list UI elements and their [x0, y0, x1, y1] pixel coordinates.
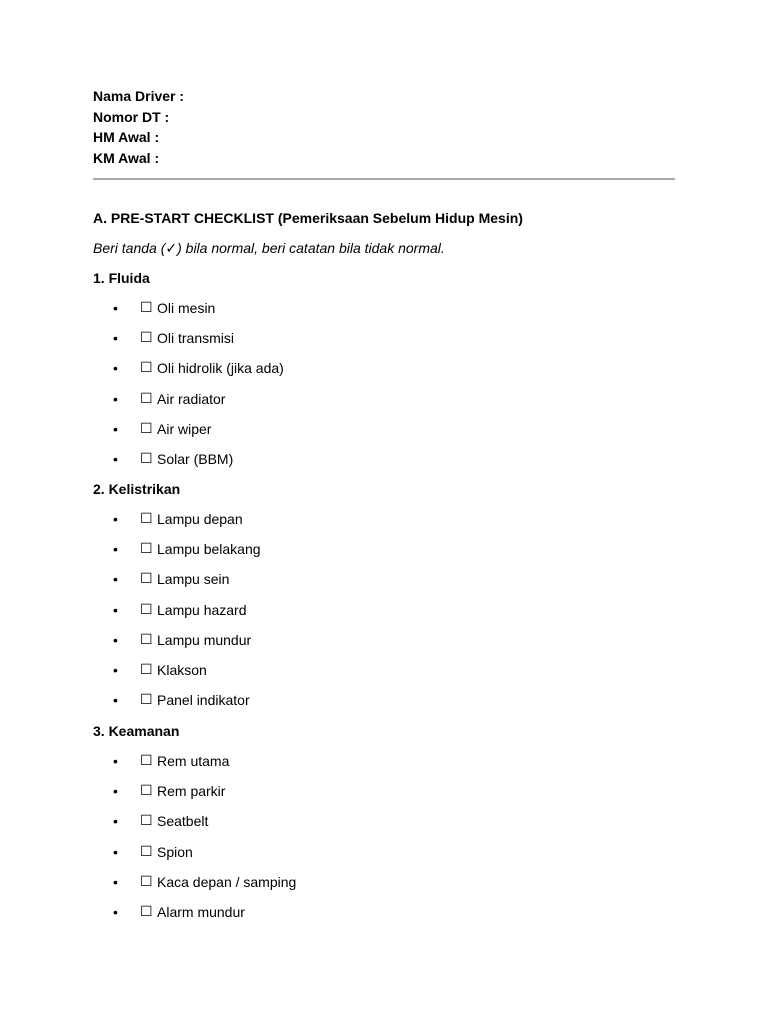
item-label: Lampu belakang: [157, 541, 261, 558]
item-label: Lampu hazard: [157, 601, 247, 618]
item-label: Rem utama: [157, 753, 230, 769]
bullet-icon: •: [113, 300, 118, 316]
nama-driver-field: Nama Driver :: [93, 88, 185, 104]
hm-awal-field: HM Awal :: [93, 129, 160, 145]
section-title: A. PRE-START CHECKLIST (Pemeriksaan Sebelum Hidup Mesin): [93, 210, 523, 226]
item-label: Air radiator: [157, 390, 226, 407]
checkbox-icon[interactable]: ☐: [140, 903, 153, 920]
bullet-icon: •: [113, 541, 118, 558]
item-label: Oli hidrolik (jika ada): [157, 360, 284, 377]
bullet-icon: •: [113, 903, 118, 920]
item-label: Oli transmisi: [157, 330, 235, 347]
checkbox-icon[interactable]: ☐: [140, 420, 153, 437]
item-label: Seatbelt: [157, 813, 209, 830]
checkbox-icon[interactable]: ☐: [140, 571, 153, 588]
bullet-icon: •: [113, 843, 118, 860]
bullet-icon: •: [113, 631, 118, 648]
bullet-icon: •: [113, 511, 118, 527]
item-label: Lampu depan: [157, 511, 243, 527]
bullet-icon: •: [113, 753, 118, 769]
checkbox-icon[interactable]: ☐: [140, 813, 153, 830]
bullet-icon: •: [113, 360, 118, 377]
bullet-icon: •: [113, 330, 118, 347]
checkbox-icon[interactable]: ☐: [140, 360, 153, 377]
checkbox-icon[interactable]: ☐: [140, 661, 153, 678]
item-label: Rem parkir: [157, 783, 226, 800]
checkbox-icon[interactable]: ☐: [140, 390, 153, 407]
horizontal-divider: [93, 178, 675, 180]
bullet-icon: •: [113, 420, 118, 437]
checkbox-icon[interactable]: ☐: [140, 843, 153, 860]
item-label: Oli mesin: [157, 300, 216, 316]
item-label: Spion: [157, 843, 193, 860]
checkbox-icon[interactable]: ☐: [140, 541, 153, 558]
bullet-icon: •: [113, 783, 118, 800]
nomor-dt-field: Nomor DT :: [93, 108, 170, 125]
item-label: Lampu sein: [157, 571, 230, 588]
item-label: Alarm mundur: [157, 903, 245, 920]
group-title-kelistrikan: 2. Kelistrikan: [93, 481, 181, 497]
item-label: Lampu mundur: [157, 631, 252, 648]
group-title-keamanan: 3. Keamanan: [93, 723, 180, 739]
checkbox-icon[interactable]: ☐: [140, 300, 153, 316]
bullet-icon: •: [113, 571, 118, 588]
group-title-fluida: 1. Fluida: [93, 270, 150, 286]
checkbox-icon[interactable]: ☐: [140, 692, 153, 709]
bullet-icon: •: [113, 390, 118, 407]
checkbox-icon[interactable]: ☐: [140, 511, 153, 527]
bullet-icon: •: [113, 873, 118, 890]
item-label: Air wiper: [157, 420, 212, 437]
checkbox-icon[interactable]: ☐: [140, 450, 153, 467]
checkbox-icon[interactable]: ☐: [140, 873, 153, 890]
km-awal-field: KM Awal :: [93, 149, 160, 166]
item-label: Klakson: [157, 661, 207, 678]
bullet-icon: •: [113, 692, 118, 709]
bullet-icon: •: [113, 450, 118, 467]
bullet-icon: •: [113, 813, 118, 830]
instruction-text: Beri tanda (✓) bila normal, beri catatan bila tidak normal.: [93, 240, 445, 256]
item-label: Panel indikator: [157, 692, 250, 709]
item-label: Solar (BBM): [157, 450, 234, 467]
checkbox-icon[interactable]: ☐: [140, 753, 153, 769]
checkbox-icon[interactable]: ☐: [140, 330, 153, 347]
bullet-icon: •: [113, 661, 118, 678]
checkbox-icon[interactable]: ☐: [140, 631, 153, 648]
bullet-icon: •: [113, 601, 118, 618]
driver-info-block: [93, 86, 675, 168]
item-label: Kaca depan / samping: [157, 873, 297, 890]
checkbox-icon[interactable]: ☐: [140, 601, 153, 618]
checkbox-icon[interactable]: ☐: [140, 783, 153, 800]
